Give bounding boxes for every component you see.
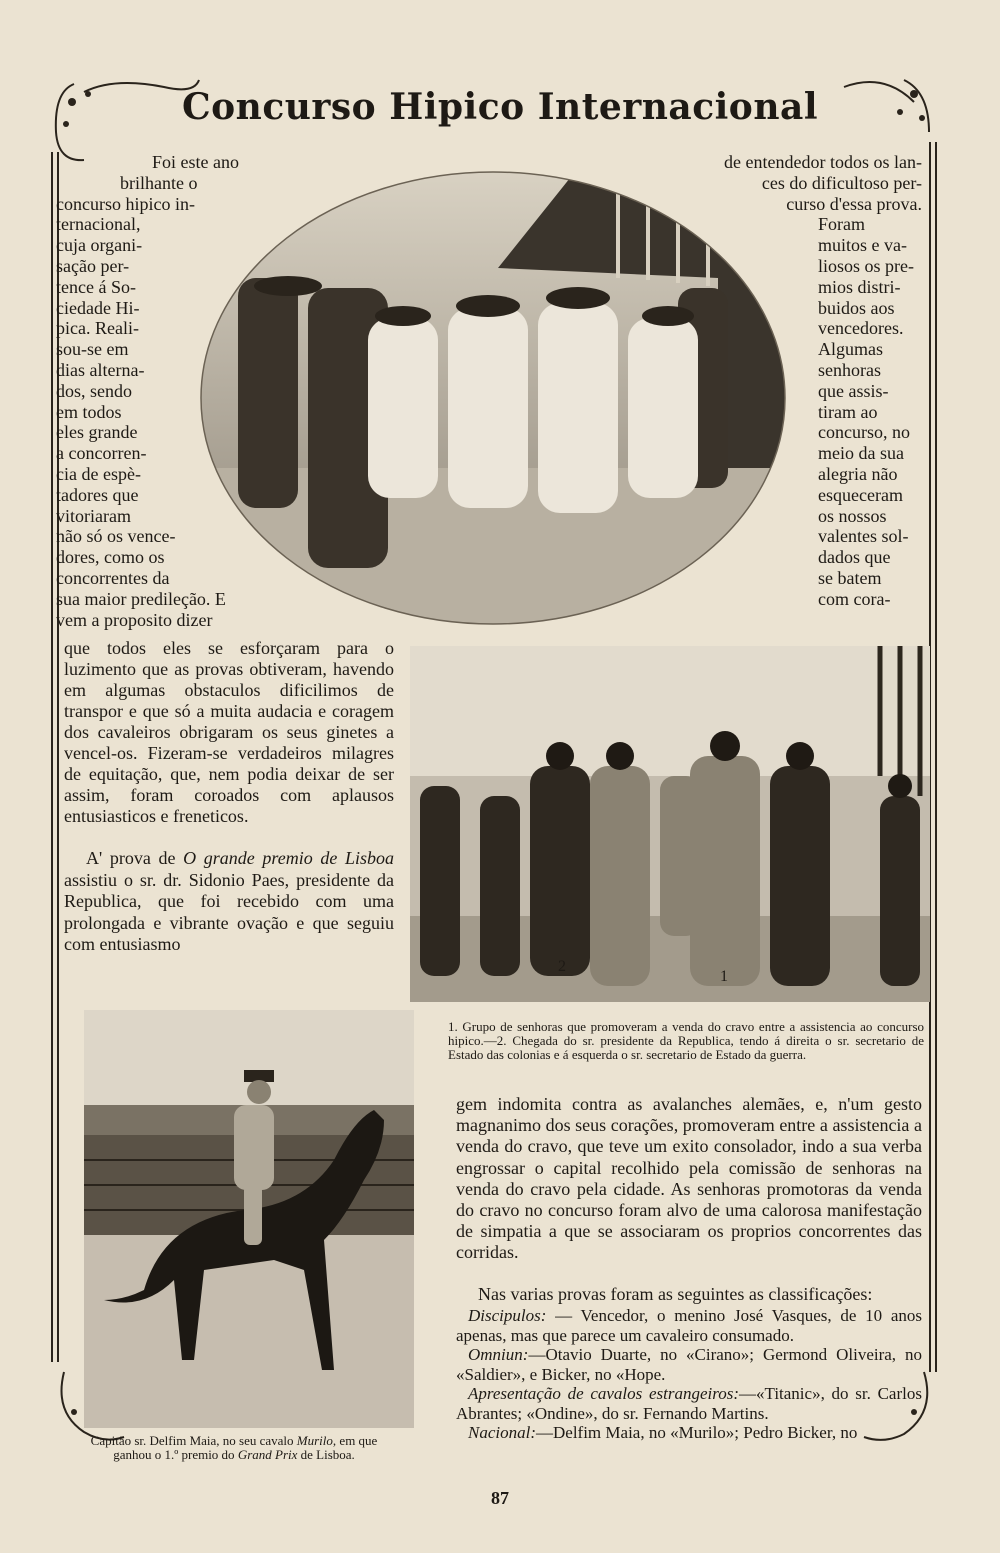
right-column-line: vencedores. [818,318,904,339]
right-column-line: dados que [818,547,891,568]
left-column-line: dores, como os [56,547,165,568]
left-column-line: sou-se em [56,339,129,360]
right-column-line: que assis- [818,380,889,401]
classification-item [456,1345,922,1384]
left-column-line: cuja organi- [56,235,143,256]
right-column-line: Foram [818,214,865,235]
caption-horse-b: Murilo [296,1433,333,1448]
caption-horse-c: , em que ganhou o 1.º premio do [113,1433,378,1462]
left-column-line: sação per- [56,255,130,276]
photo-ladies-oval [198,168,788,628]
left-column-line: eles grande [56,422,138,443]
classification-text: — Vencedor, o menino José Vasques, de 10 anos apenas, mas que parece um cavaleiro consumado. [456,1306,922,1345]
left-column-line: dos, sendo [56,380,132,401]
left-column-line: a concorren- [56,443,147,464]
classification-text: —Otavio Duarte, no «Cirano»; Germond Oliveira, no «Saldier», e Bicker, no «Hope. [456,1345,922,1384]
body-paragraph-right: gem indomita contra as avalanches alemães, e, n'um gesto magnanimo dos seus corações, promoveram entre a assistencia a venda do cravo, que teve um exito consolador, indo a sua verba engrossar o capital recolhido pela comissão de senhoras na venda do cravo pela cidade. As senhoras promotoras da venda do cravo no concurso foram alvo de uma calorosa manifestação de simpatia a que se associaram os proprios concorrentes das corridas. [456,1094,922,1263]
classification-text: —«Titanic», do sr. Carlos Abrantes; «Ondine», do sr. Fernando Martins. [456,1384,922,1423]
caption-horse-a: Capitão sr. Delfim Maia, no seu cavalo [90,1433,297,1448]
right-column-line: com cora- [818,588,891,609]
left-column-line: pica. Reali- [56,318,139,339]
classification-item [456,1423,922,1443]
left-column-line: Foi este ano [152,152,239,172]
right-column-line: ces do dificultoso per- [761,172,922,193]
classification-label: Omniun: [468,1345,529,1364]
left-column-line: ciedade Hi- [56,297,140,318]
body-paragraph-left: que todos eles se esforçaram para o luzimento que as provas obtiveram, havendo em algumas obstaculos dificilimos de transpor e que só a muita audacia e coragem dos cavaleiros obrigaram os seus ginetes a vencel-os. Fizeram-se verdadeiros milagres de equitação, que, nem podia deixar de ser assim, foram coroados com aplausos entusiasticos e freneticos. [64,638,394,826]
page-title: Concurso Hipico Internacional [181,86,818,128]
photo2-number-2: 2 [558,958,566,975]
caption-horse [84,1434,384,1462]
left-column-line: sua maior predileção. E [56,588,226,609]
right-column-line: concurso, no [818,422,910,443]
left-column-line: dias alterna- [56,359,145,380]
left-column-line: em todos [56,401,122,422]
right-column-line: curso d'essa prova. [786,193,922,214]
right-column-line: Algumas [818,339,883,360]
photo-president-arrival [410,646,930,1002]
left-column-line: ternacional, [56,214,141,235]
classification-label: Nacional: [468,1423,536,1442]
classification-label: Discipulos: [468,1306,547,1325]
caption-photos: 1. Grupo de senhoras que promoveram a venda do cravo entre a assistencia ao concurso hipico.—2. Chegada do sr. presidente da Republica, tendo á direita o sr. secretario de Estado das colonias e á esquerda o sr. secretario de Estado da guerra. [448,1019,924,1062]
photo2-number-1: 1 [720,968,728,985]
classifications-intro: Nas varias provas foram as seguintes as classificações: [478,1284,873,1304]
left-column-line: cia de espè- [56,463,141,484]
classification-item [456,1384,922,1423]
right-column-line: valentes sol- [818,526,909,547]
classification-text: —Delfim Maia, no «Murilo»; Pedro Bicker, no [536,1423,858,1442]
left-column-line: não só os vence- [56,526,176,547]
right-column-line: esqueceram [818,484,903,505]
classification-item [456,1306,922,1345]
left-column-line: concorrentes da [56,567,170,588]
left-column-line: brilhante o [120,172,198,193]
right-column-line: se batem [818,567,882,588]
right-column-line: tiram ao [818,401,878,422]
left-column-line: tence á So- [56,276,136,297]
caption-horse-e: de Lisboa. [297,1447,355,1462]
paes-lead: A' prova de [86,848,184,868]
classifications-list [456,1306,922,1443]
right-column-line: senhoras [818,359,881,380]
right-column-line: mios distri- [818,276,901,297]
body-paragraph-paes [64,848,394,956]
right-column-line: os nossos [818,505,887,526]
right-column-line: liosos os pre- [818,255,914,276]
paes-rest: assistiu o sr. dr. Sidonio Paes, presidente da Republica, que foi recebido com uma prolongada e vibrante ovação e que seguiu com entusiasmo [64,869,394,954]
right-column-line: meio da sua [818,443,904,464]
right-column-line: buidos aos [818,297,895,318]
photo-horse-rider [84,1010,414,1428]
left-column-line: concurso hipico in- [56,193,195,214]
right-column-line: alegria não [818,463,898,484]
left-column-line: vitoriaram [56,505,131,526]
left-column-line: tadores que [56,484,139,505]
caption-horse-d: Grand Prix [237,1447,298,1462]
right-column-line: muitos e va- [818,235,907,256]
right-column-line: de entendedor todos os lan- [724,152,922,172]
page-number: 87 [491,1488,509,1508]
classification-label: Apresentação de cavalos estrangeiros: [468,1384,740,1403]
paes-title: O grande premio de Lisboa [183,848,394,868]
left-column-line: vem a proposito dizer [56,609,213,630]
